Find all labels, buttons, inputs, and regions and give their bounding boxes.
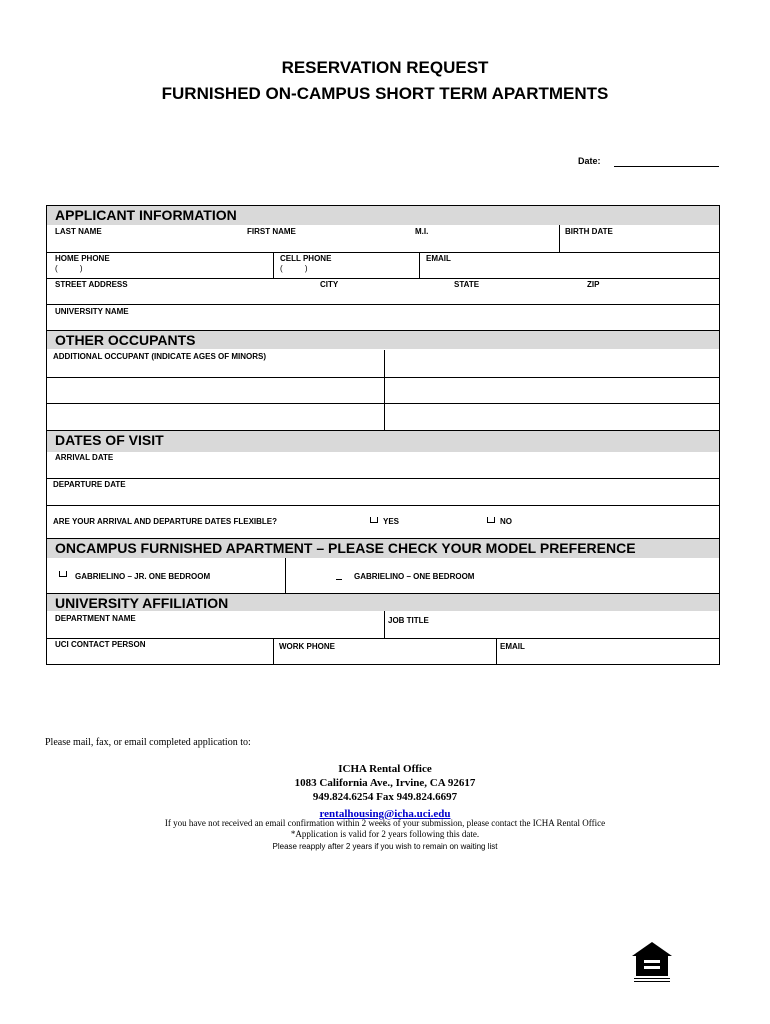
section-apartment-preference: ONCAMPUS FURNISHED APARTMENT – PLEASE CHECK YOUR MODEL PREFERENCE <box>47 538 719 558</box>
date-label: Date: <box>578 156 601 166</box>
page-title: RESERVATION REQUEST <box>281 58 489 77</box>
equal-housing-icon <box>630 940 674 984</box>
job-title-label: JOB TITLE <box>388 616 429 625</box>
last-name-label: LAST NAME <box>55 227 102 236</box>
state-label: STATE <box>454 280 480 289</box>
office-phones: 949.824.6254 Fax 949.824.6697 <box>312 791 458 803</box>
department-name-label: DEPARTMENT NAME <box>55 614 136 623</box>
jr-one-bedroom-label: GABRIELINO – JR. ONE BEDROOM <box>75 572 211 581</box>
name-row-field[interactable] <box>47 225 719 252</box>
yes-label: YES <box>383 517 400 526</box>
uci-contact-label: UCI CONTACT PERSON <box>55 640 146 649</box>
additional-occupant-label: ADDITIONAL OCCUPANT (INDICATE AGES OF MINORS) <box>53 352 267 361</box>
city-label: CITY <box>320 280 339 289</box>
no-label: NO <box>500 517 512 526</box>
affiliation-email-label: EMAIL <box>500 642 525 651</box>
yes-checkbox[interactable] <box>370 517 378 523</box>
office-name: ICHA Rental Office <box>338 763 432 775</box>
office-address: 1083 California Ave., Irvine, CA 92617 <box>294 777 476 789</box>
reservation-form <box>46 205 720 665</box>
one-bedroom-label: GABRIELINO – ONE BEDROOM <box>354 572 475 581</box>
mi-label: M.I. <box>415 227 429 236</box>
validity-note: *Application is valid for 2 years following this date. <box>290 829 480 839</box>
mail-instruction: Please mail, fax, or email completed application to: <box>45 737 251 748</box>
no-checkbox[interactable] <box>487 517 495 523</box>
section-university-affiliation: UNIVERSITY AFFILIATION <box>47 593 719 611</box>
work-phone-label: WORK PHONE <box>279 642 335 651</box>
office-email-link[interactable]: rentalhousing@icha.uci.edu <box>319 808 451 820</box>
confirmation-note: If you have not received an email confirmation within 2 weeks of your submission, please contact the ICHA Rental Office <box>164 818 606 828</box>
departure-date-label: DEPARTURE DATE <box>53 480 126 489</box>
flexible-question: ARE YOUR ARRIVAL AND DEPARTURE DATES FLEXIBLE? <box>53 517 278 526</box>
home-phone-parens: ( ) <box>55 264 83 273</box>
page-subtitle: FURNISHED ON-CAMPUS SHORT TERM APARTMENTS <box>161 84 609 103</box>
one-bedroom-checkbox[interactable] <box>336 579 342 580</box>
section-other-occupants: OTHER OCCUPANTS <box>47 330 719 349</box>
arrival-date-label: ARRIVAL DATE <box>55 453 114 462</box>
first-name-label: FIRST NAME <box>247 227 296 236</box>
section-dates-of-visit: DATES OF VISIT <box>47 430 719 452</box>
jr-one-bedroom-checkbox[interactable] <box>59 571 67 577</box>
university-name-label: UNIVERSITY NAME <box>55 307 129 316</box>
street-address-label: STREET ADDRESS <box>55 280 128 289</box>
date-field[interactable] <box>614 166 719 167</box>
reapply-note: Please reapply after 2 years if you wish to remain on waiting list <box>272 842 498 851</box>
email-label: EMAIL <box>426 254 451 263</box>
section-applicant-information: APPLICANT INFORMATION <box>47 206 719 225</box>
cell-phone-label: CELL PHONE <box>280 254 332 263</box>
zip-label: ZIP <box>587 280 600 289</box>
birth-date-label: BIRTH DATE <box>565 227 613 236</box>
cell-phone-parens: ( ) <box>280 264 308 273</box>
home-phone-label: HOME PHONE <box>55 254 110 263</box>
